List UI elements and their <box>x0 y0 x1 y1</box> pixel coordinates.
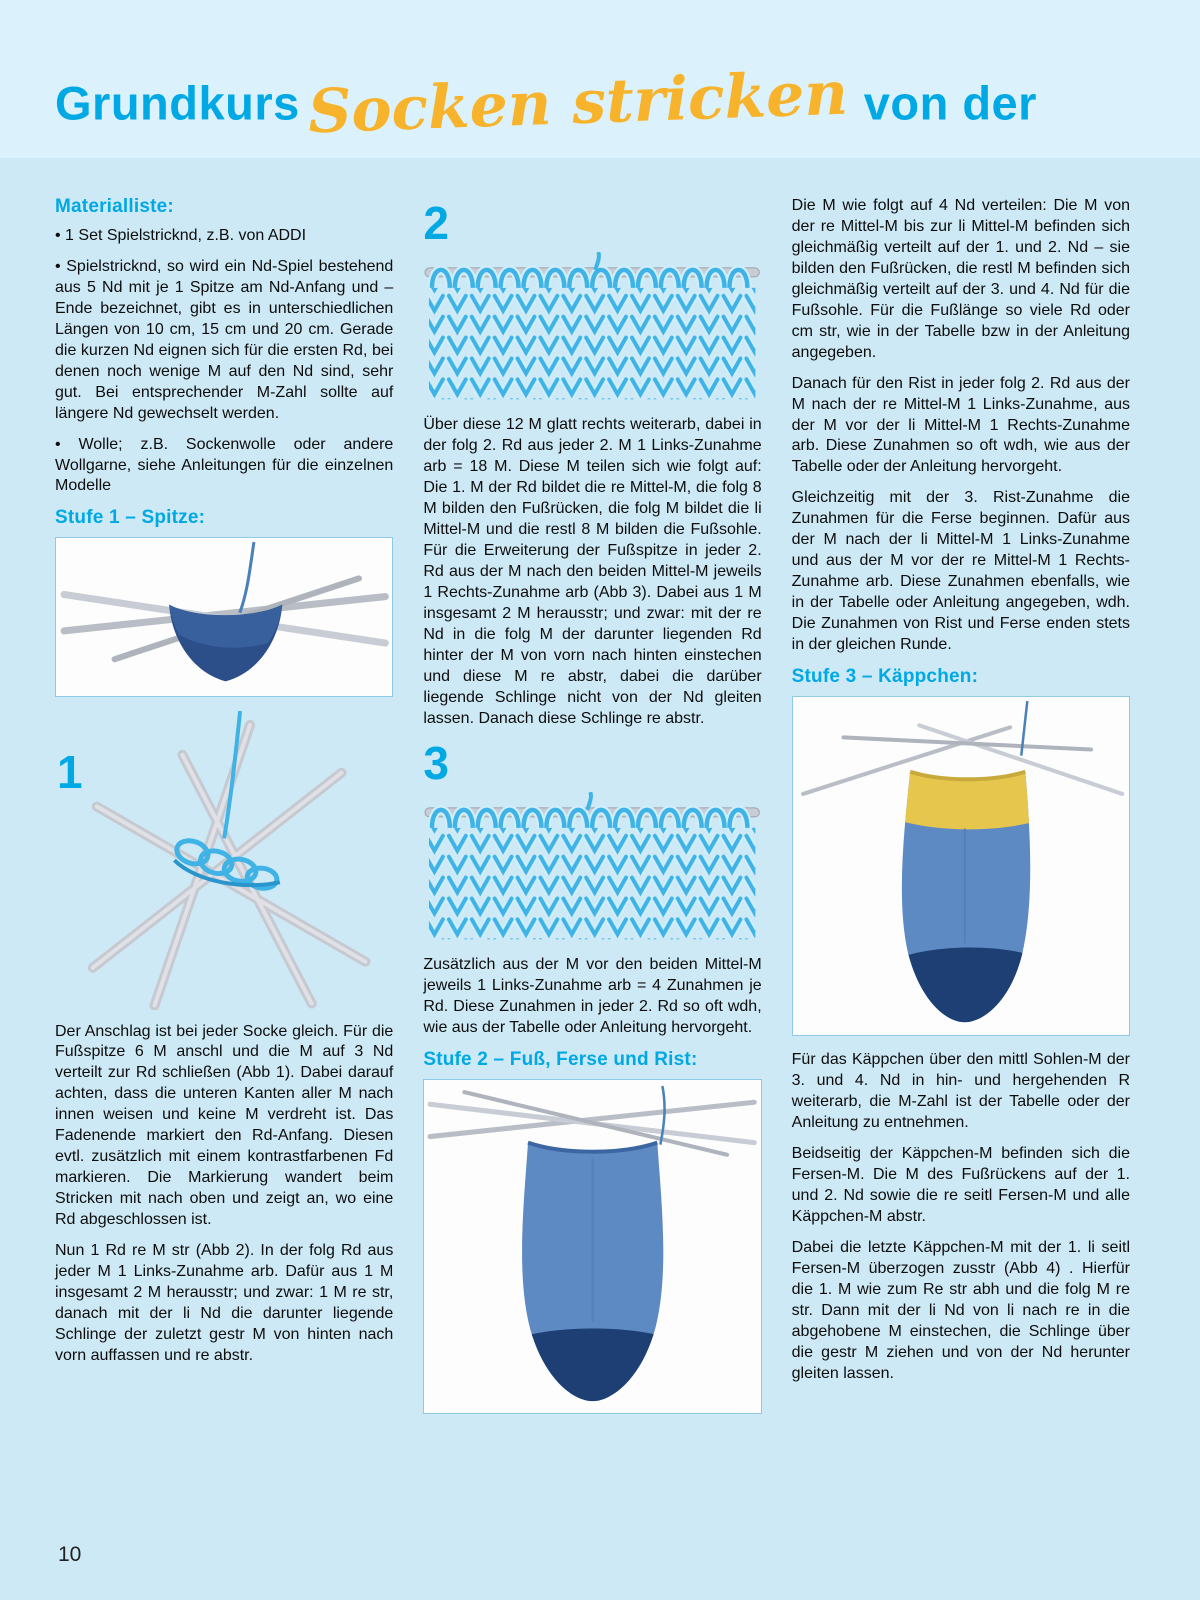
right-paragraph-3: Gleichzeitig mit der 3. Rist-Zunahme die Zunahmen für die Ferse beginnen. Dafür aus der M nach der li Mittel-M 1 Links-Zunahme und aus der M vor der re Mittel-M 1 Rechts-Zunahme arb. Diese Zunahmen ebenfalls, wie in der Tabelle oder Anleitung angegeben, wdh. Die Zunahmen von Rist und Ferse enden stets in der gleichen Runde. <box>791 489 1130 654</box>
figure-1-number: 1 <box>57 745 83 798</box>
cast-on-illustration <box>55 711 393 1010</box>
photo-sock-foot <box>423 1079 761 1414</box>
figure-stitches-3 <box>423 792 761 943</box>
stitches-illustration-2 <box>423 252 761 403</box>
middle-paragraph-2: Zusätzlich aus der M vor den beiden Mittel-M jeweils 1 Links-Zunahme arb = 4 Zunahmen je Rd. Diese Zunahmen in jeder 2. Rd so oft wdh, wie aus der Tabelle oder Anleitung hervorgeht. <box>423 955 762 1036</box>
figure-3-number: 3 <box>423 736 449 789</box>
photo-sock-cap <box>792 696 1130 1036</box>
title-kicker: Grundkurs <box>55 76 300 130</box>
middle-paragraph-1: Über diese 12 M glatt rechts weiterarb, dabei in der folg 2. Rd aus jeder 2. M 1 Links-Zunahme arb = 18 M. Diese M teilen sich wie folgt auf: Die 1. M der Rd bildet die re Mittel-M, die folg 8 M bilden den Fußrücken, die folg M bildet die li Mittel-M und die restl 8 M bilden die Fußsohle. Für die Erweiterung der Fußspitze in jeder 2. Rd aus der M nach den beiden Mittel-M jeweils 1 Rechts-Zunahme arb (Abb 3). Dabei aus 1 M insgesamt 2 M herausstr; und zwar: mit der re Nd in die folg M der darunter liegenden Rd hinter der M von vorn nach hinten einstechen und diese M re abstr, dabei die darüber liegende Schlinge nicht von der Nd gleiten lassen. Danach diese Schlinge re abstr. <box>423 416 762 727</box>
stufe1-heading: Stufe 1 – Spitze: <box>55 507 206 529</box>
left-paragraph-2: Nun 1 Rd re M str (Abb 2). In der folg Rd aus jeder M 1 Links-Zunahme arb. Dafür aus 1 M insgesamt 2 M herausstr; und zwar: 1 M re str, danach mit der li Nd die darunter liegende Schlinge der zuletzt gestr M von hinten nach vorn auffassen und re abstr. <box>55 1242 394 1364</box>
stufe3-heading: Stufe 3 – Käppchen: <box>791 666 979 688</box>
right-paragraph-1: Die M wie folgt auf 4 Nd verteilen: Die M von der re Mittel-M bis zur li Mittel-M befinden sich gleichmäßig verteilt auf der 1. und 2. Nd – sie bilden den Fußrücken, die restl M befinden sich gleichmäßig verteilt auf der 3. und 4. Nd für die Fußsohle. Für die Fußlänge so viele Rd oder cm str, wie in der Tabelle bzw in der Anleitung angegeben. <box>791 197 1130 361</box>
left-column <box>55 196 393 1428</box>
right-paragraph-4: Für das Käppchen über den mittl Sohlen-M der 3. und 4. Nd in hin- und hergehenden R weiterarb, die M-Zahl ist der Tabelle oder der Anleitung zu entnehmen. <box>791 1051 1130 1132</box>
header-band <box>0 0 1200 158</box>
photo-sock-tip <box>55 537 393 697</box>
left-paragraph-1: Der Anschlag ist bei jeder Socke gleich. Für die Fußspitze 6 M anschl und die M auf 3 Nd verteilt zur Rd schließen (Abb 1). Dabei darauf achten, dass die unteren Kanten aller M nach innen weisen und keine M verdreht ist. Das Fadenende markiert den Rd-Anfang. Diesen evtl. zusätzlich mit einem kontrastfarbenen Fd markieren. Die Markierung wandert beim Stricken mit nach oben und zeigt an, wo eine Rd abgeschlossen ist. <box>55 1022 394 1229</box>
page-number: 10 <box>58 1543 82 1566</box>
sock-cap-photo-image <box>793 697 1129 1035</box>
sock-foot-photo-image <box>424 1080 760 1413</box>
middle-column <box>423 196 761 1428</box>
materials-heading: Materialliste: <box>55 196 174 217</box>
right-paragraph-2: Danach für den Rist in jeder folg 2. Rd aus der M nach der re Mittel-M 1 Links-Zunahme, aus der M vor der li Mittel-M 1 Rechts-Zunahme arb. Diese Zunahmen so oft wdh, wie aus der Tabelle oder der Anleitung hervorgeht. <box>791 374 1130 476</box>
stitches-illustration-3 <box>423 792 761 943</box>
right-paragraph-5: Beidseitig der Käppchen-M befinden sich die Fersen-M. Die M des Fußrückens auf der 1. und 2. Nd sowie die re seitl Fersen-M und alle Käppchen-M abstr. <box>791 1145 1130 1226</box>
materials-bullet: • Spielstricknd, so wird ein Nd-Spiel bestehend aus 5 Nd mit je 1 Spitze am Nd-Anfang und – Ende bezeichnet, gibt es in unterschiedlichen Längen von 10 cm, 15 cm und 20 cm. Gerade die kurzen Nd eignen sich für die ersten Rd, bei denen noch wenige M auf den Nd sind, sehr gut. Bei entsprechender M-Zahl sollte auf längere Nd gewechselt werden. <box>55 257 394 422</box>
title-script: Socken stricken <box>306 58 849 148</box>
materials-bullet: • Wolle; z.B. Sockenwolle oder andere Wollgarne, siehe Anleitungen für die einzelnen Modelle <box>55 435 394 495</box>
figure-stitches-2 <box>423 252 761 403</box>
right-paragraph-6: Dabei die letzte Käppchen-M mit der 1. li seitl Fersen-M überzogen zusstr (Abb 4) . Hierfür die 1. M wie zum Re str abh und die folg M re str. Dann mit der li Nd von li nach re in die abgehobene M einstechen, die Schlinge über die gestr M ziehen und von der Nd herunter gleiten lassen. <box>791 1239 1130 1382</box>
figure-2-number: 2 <box>423 197 449 249</box>
page-title <box>55 58 1037 148</box>
materials-bullet: • 1 Set Spielstricknd, z.B. von ADDI <box>55 227 307 244</box>
right-column <box>792 196 1130 1428</box>
content-columns <box>55 196 1130 1428</box>
figure-cast-on <box>55 711 393 1010</box>
stufe2-heading: Stufe 2 – Fuß, Ferse und Rist: <box>423 1048 698 1070</box>
title-suffix: von der <box>863 76 1037 130</box>
sock-tip-photo-image <box>56 538 392 696</box>
